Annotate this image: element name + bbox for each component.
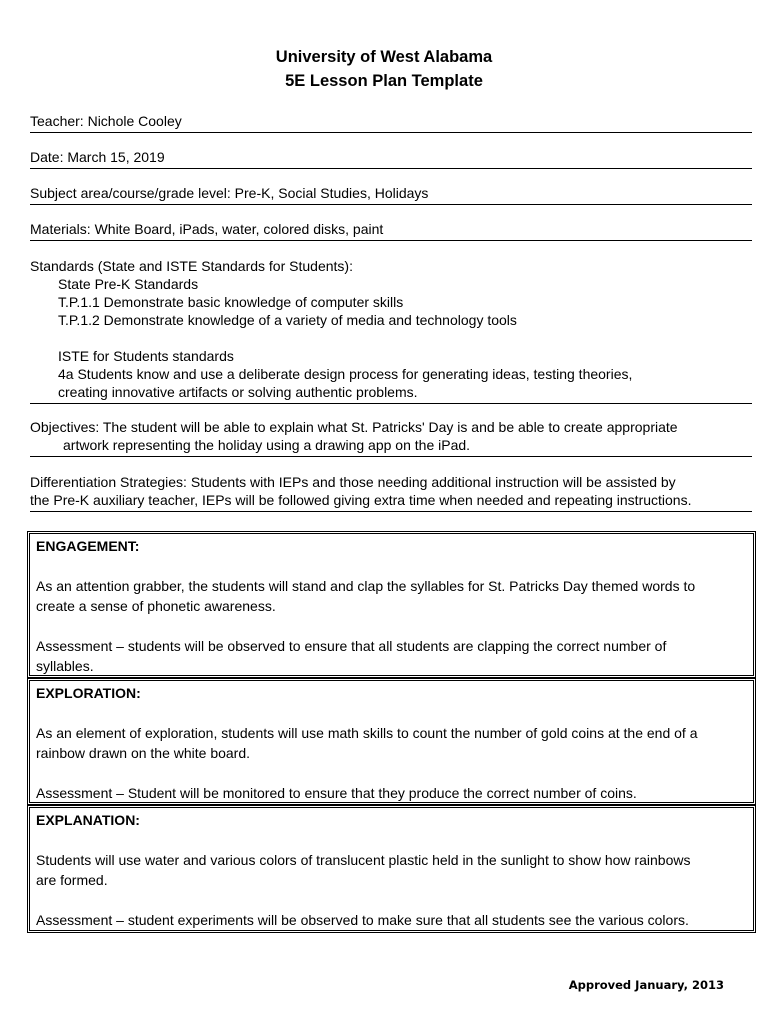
engagement-box — [27, 531, 756, 678]
standards-section — [30, 257, 752, 404]
objectives-line2: artwork representing the holiday using a drawing app on the iPad. — [63, 437, 471, 453]
exploration-body-line2: rainbow drawn on the white board. — [36, 745, 251, 761]
differentiation-section — [30, 473, 752, 512]
iste-4a-line2: creating innovative artifacts or solving authentic problems. — [58, 384, 418, 400]
exploration-heading: EXPLORATION: — [36, 685, 141, 701]
differentiation-line2: the Pre-K auxiliary teacher, IEPs will be followed giving extra time when needed and repeating instructions. — [30, 492, 692, 508]
materials-text: Materials: White Board, iPads, water, colored disks, paint — [30, 221, 384, 237]
iste-4a-line1: 4a Students know and use a deliberate design process for generating ideas, testing theories, — [58, 366, 633, 382]
exploration-box — [27, 678, 756, 805]
exploration-assessment-line1: Assessment – Student will be monitored to ensure that they produce the correct number of coins. — [36, 785, 637, 801]
materials-field — [30, 220, 752, 241]
engagement-body-line2: create a sense of phonetic awareness. — [36, 598, 276, 614]
explanation-heading: EXPLANATION: — [36, 812, 140, 828]
document-title: University of West Alabama — [275, 48, 493, 66]
engagement-assessment-line1: Assessment – students will be observed to ensure that all students are clapping the correct number of — [36, 638, 667, 654]
objectives-section — [30, 418, 752, 457]
state-standards-heading: State Pre-K Standards — [58, 276, 199, 292]
engagement-body-line1: As an attention grabber, the students will stand and clap the syllables for St. Patricks Day themed words to — [36, 578, 696, 594]
document-subtitle: 5E Lesson Plan Template — [285, 72, 483, 90]
explanation-assessment-line1: Assessment – student experiments will be observed to make sure that all students see the various colors. — [36, 912, 689, 928]
subject-field — [30, 184, 752, 205]
iste-standards-heading: ISTE for Students standards — [58, 348, 234, 364]
exploration-body-line1: As an element of exploration, students will use math skills to count the number of gold coins at the end of a — [36, 725, 698, 741]
teacher-text: Teacher: Nichole Cooley — [30, 113, 182, 129]
standard-tp112: T.P.1.2 Demonstrate knowledge of a variety of media and technology tools — [58, 312, 517, 328]
standards-label: Standards (State and ISTE Standards for Students): — [30, 258, 353, 274]
explanation-body-line1: Students will use water and various colors of translucent plastic held in the sunlight to show how rainbows — [36, 852, 691, 868]
teacher-field — [30, 112, 752, 133]
date-text: Date: March 15, 2019 — [30, 149, 165, 165]
engagement-heading: ENGAGEMENT: — [36, 538, 140, 554]
objectives-line1: Objectives: The student will be able to explain what St. Patricks' Day is and be able to create appropriate — [30, 419, 678, 435]
standard-tp111: T.P.1.1 Demonstrate basic knowledge of computer skills — [58, 294, 404, 310]
explanation-box — [27, 805, 756, 933]
approval-footer: Approved January, 2013 — [568, 978, 724, 992]
date-field — [30, 148, 752, 169]
engagement-assessment-line2: syllables. — [36, 658, 94, 674]
subject-text: Subject area/course/grade level: Pre-K, Social Studies, Holidays — [30, 185, 429, 201]
explanation-body-line2: are formed. — [36, 872, 108, 888]
differentiation-line1: Differentiation Strategies: Students with IEPs and those needing additional instruction will be assisted by — [30, 474, 676, 490]
